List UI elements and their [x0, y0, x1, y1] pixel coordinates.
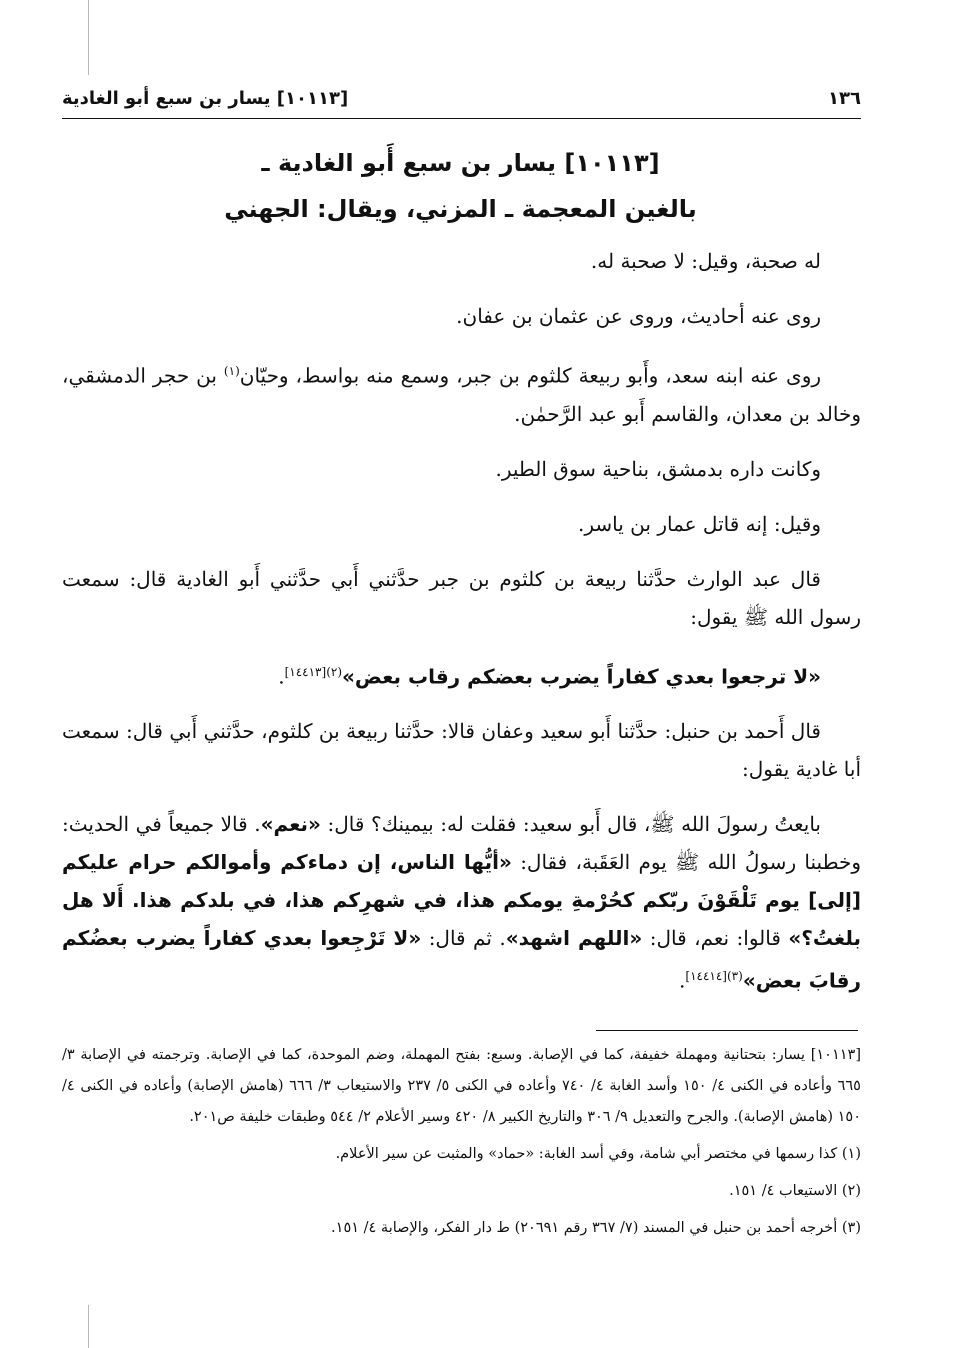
hadith-quote-1: «لا ترجعوا بعدي كفاراً يضرب بعضكم رقاب بعض»	[342, 664, 821, 689]
paragraph-9-end: .	[679, 968, 686, 993]
paragraph-9-text-c: . قالا جميعاً في الحديث: وخطبنا رسولُ الله ﷺ يوم العَقَبة، فقال:	[62, 812, 861, 875]
reference-number-2: [١٤٤١٤]	[685, 969, 727, 984]
page-number: ١٣٦	[828, 88, 861, 109]
running-header	[62, 84, 861, 119]
footnote-2: (٢) الاستيعاب ٤/ ١٥١.	[729, 1183, 861, 1199]
paragraph-1: له صحبة، وقيل: لا صحبة له.	[590, 249, 821, 273]
hadith-quote-witness: «اللهم اشهد»	[505, 926, 643, 951]
paragraph-4: وكانت داره بدمشق، بناحية سوق الطير.	[495, 456, 821, 481]
body-text	[62, 242, 861, 1017]
paragraph-7	[62, 653, 861, 696]
paragraph-8: قال أَحمد بن حنبل: حدَّثنا أَبو سعيد وعفان قالا: حدَّثنا ربيعة بن كلثوم، حدَّثني أَبي قال: سمعت أبا غادية يقول:	[62, 719, 861, 782]
paragraph-2: روى عنه أحاديث، وروى عن عثمان بن عفان.	[456, 304, 821, 328]
scan-edge-line	[88, 0, 89, 75]
footnote-main: [١٠١١٣] يسار: بتحتانية ومهملة خفيفة، كما في الإصابة. وسبع: بفتح المهملة، وضم الموحدة، كما في الإصابة. وترجمته في الإصابة ٣/ ٦٦٥ وأعاده في الكنى ٤/ ١٥٠ وأسد الغابة ٤/ ٧٤٠ وأعاده في الكنى ٥/ ٢٣٧ والاستيعاب ٣/ ٦٦٦ (هامش الإصابة) وأعاده في الكنى ٤/ ١٥٠ (هامش الإصابة). والجرح والتعديل ٩/ ٣٠٦ والتاريخ الكبير ٨/ ٤٢٠ وسير الأعلام ٢/ ٥٤٤ وطبقات خليفة ص٢٠١.	[62, 1047, 862, 1125]
paragraph-9-text-a: بايعتُ رسولَ الله ﷺ، قال أَبو سعيد: فقلت له: بيمينك؟ قال:	[320, 812, 821, 837]
paragraph-7-end: .	[278, 664, 285, 689]
running-title: [١٠١١٣] يسار بن سبع أبو الغادية	[62, 88, 349, 109]
entry-title-line-2: بالغين المعجمة ـ المزني، ويقال: الجهني	[224, 195, 697, 223]
footnote-separator	[596, 1030, 858, 1031]
paragraph-6: قال عبد الوارث حدَّثنا ربيعة بن كلثوم بن جبر حدَّثني أَبي حدَّثني أَبو الغادية قال: سمعت رسول الله ﷺ يقول:	[62, 566, 861, 629]
entry-heading	[60, 140, 861, 232]
paragraph-9-text-g: . ثم قال:	[421, 926, 506, 951]
footnote-marker-3: (٣)	[726, 969, 743, 984]
paragraph-9-text-e: قالوا: نعم، قال:	[642, 926, 789, 951]
footnotes	[62, 1040, 861, 1250]
footnote-marker-1: (١)	[223, 364, 240, 378]
reference-number-1: [١٤٤١٣]	[284, 664, 327, 679]
paragraph-3	[62, 352, 861, 433]
paragraph-3-text-b: بن حجر الدمشقي، وخالد بن معدان، والقاسم أَبو عبد الرَّحمٰن.	[62, 363, 861, 426]
footnote-3: (٣) أخرجه أحمد بن حنبل في المسند (٧/ ٣٦٧ رقم ٢٠٦٩١) ط دار الفكر، والإصابة ٤/ ١٥١.	[331, 1220, 861, 1236]
footnote-marker-2: (٢)	[326, 664, 343, 679]
hadith-quote-sermon: «أيُّها الناس، إن دماءكم وأموالكم حرام عليكم [إلى] يوم تَلْقَوْنَ ربّكم كحُرْمةِ يومكم هذا، في شهرِكم هذا، في بلدكم هذا. أَلا هل بلغتُ؟»	[62, 850, 862, 951]
hadith-quote-yes: «نعم»	[260, 812, 321, 837]
footnote-1: (١) كذا رسمها في مختصر أبي شامة، وفي أسد الغابة: «حماد» والمثبت عن سير الأعلام.	[335, 1146, 861, 1162]
entry-title-line-1: [١٠١١٣] يسار بن سبع أَبو الغادية ـ	[261, 149, 660, 177]
scan-edge-line	[88, 1305, 89, 1348]
paragraph-3-text-a: روى عنه ابنه سعد، وأَبو ربيعة كلثوم بن جبر، وسمع منه بواسط، وحيّان	[239, 363, 822, 388]
paragraph-5: وقيل: إنه قاتل عمار بن ياسر.	[578, 511, 821, 536]
paragraph-9	[62, 805, 861, 1000]
hadith-quote-2: «لا تَرْجِعوا بعدي كفاراً يضرب بعضُكم رقابَ بعض»	[62, 926, 861, 993]
